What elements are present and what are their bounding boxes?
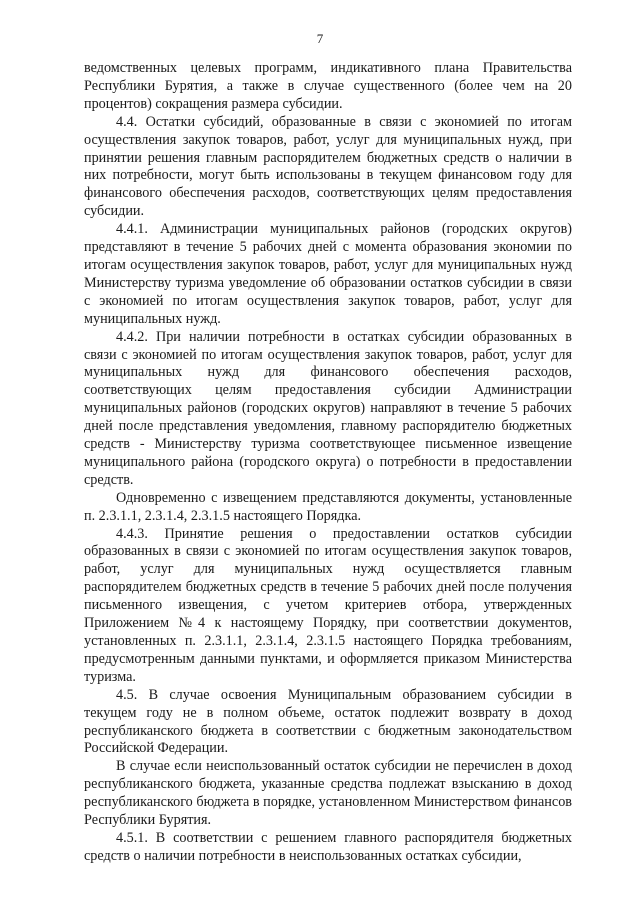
paragraph-4-4-3: 4.4.3. Принятие решения о предоставлении остатков субсидии образованных в связи с экономией по итогам осуществления закупок товаров, работ, услуг для муниципальных нужд осуществляется главным распорядителем бюджетных средств в течение 5 рабочих дней после получения письменного извещения, с учетом критериев отбора, утвержденных Приложением №4 к настоящему Порядку, при соответствии документов, установленных п. 2.3.1.1, 2.3.1.4, 2.3.1.5 настоящего Порядка требованиям, предусмотренным данными пунктами, и оформляется приказом Министерства туризма. <box>84 525 572 685</box>
document-body <box>84 60 572 866</box>
page-number: 7 <box>316 31 324 46</box>
paragraph-continuation: ведомственных целевых программ, индикативного плана Правительства Республики Бурятия, а также в случае существенного (более чем на 20 процентов) сокращения размера субсидии. <box>84 60 572 112</box>
paragraph-unused-balance: В случае если неиспользованный остаток субсидии не перечислен в доход республиканского бюджета, указанные средства подлежат взысканию в доход республиканского бюджета в порядке, установленном Министерством финансов Республики Бурятия. <box>84 758 572 829</box>
paragraph-4-4-2: 4.4.2. При наличии потребности в остатках субсидии образованных в связи с экономией по итогам осуществления закупок товаров, работ, услуг для муниципальных нужд для финансового обеспечения расходов, соответствующих целям предоставления субсидии Администрации муниципальных районов (городских округов) направляют в течение 5 рабочих дней после представления уведомления, главному распорядителю бюджетных средств - Министерству туризма соответствующее письменное извещение муниципального района (городского округа) о потребности в предоставлении средств. <box>84 328 572 488</box>
paragraph-4-5-1: 4.5.1. В соответствии с решением главного распорядителя бюджетных средств о наличии потребности в неиспользованных остатках субсидии, <box>84 829 572 864</box>
paragraph-4-4-1: 4.4.1. Администрации муниципальных районов (городских округов) представляют в течение 5 рабочих дней с момента образования экономии по итогам осуществления закупок товаров, работ, услуг для муниципальных нужд Министерству туризма уведомление об образовании остатков субсидии в связи с экономией по итогам осуществления закупок товаров, работ, услуг для муниципальных нужд. <box>84 221 572 327</box>
paragraph-4-5: 4.5. В случае освоения Муниципальным образованием субсидии в текущем году не в полном объеме, остаток подлежит возврату в доход республиканского бюджета в соответствии с бюджетным законодательством Российской Федерации. <box>84 686 572 757</box>
paragraph-4-4: 4.4. Остатки субсидий, образованные в связи с экономией по итогам осуществления закупок товаров, работ, услуг для муниципальных нужд, при принятии решения главным распорядителем бюджетных средств о наличии в них потребности, могут быть использованы в текущем финансовом году для финансового обеспечения расходов, соответствующих целям предоставления субсидии. <box>84 113 572 220</box>
paragraph-simultaneously: Одновременно с извещением представляются документы, установленные п. 2.3.1.1, 2.3.1.4, 2.3.1.5 настоящего Порядка. <box>84 489 572 524</box>
